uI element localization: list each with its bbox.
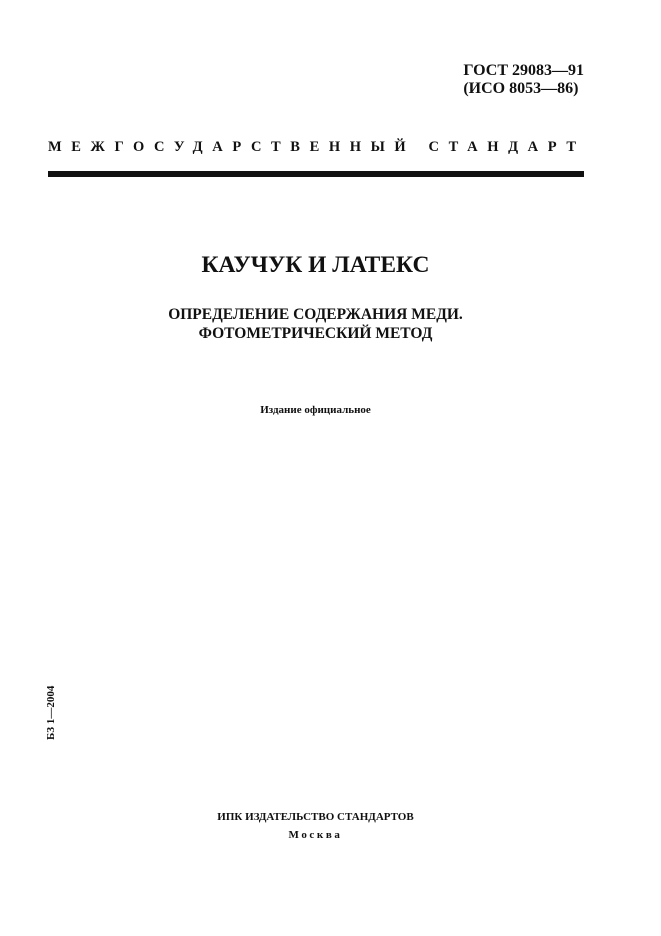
document-title: КАУЧУК И ЛАТЕКС [201,252,430,278]
subtitle-line-1: ОПРЕДЕЛЕНИЕ СОДЕРЖАНИЯ МЕДИ. [168,306,463,323]
edition-note: Издание официальное [260,404,371,416]
side-code: БЗ 1—2004 [45,685,57,740]
publisher-block [0,808,631,844]
standard-codes [463,62,584,98]
publisher-city: Москва [288,829,343,841]
subtitle-line-2: ФОТОМЕТРИЧЕСКИЙ МЕТОД [198,325,433,342]
iso-number: (ИСО 8053—86) [463,80,579,97]
publisher-name: ИПК ИЗДАТЕЛЬСТВО СТАНДАРТОВ [217,811,414,823]
header-rule [48,171,584,177]
interstate-standard-label: МЕЖГОСУДАРСТВЕННЫЙ СТАНДАРТ [48,139,586,155]
document-subtitle [0,305,631,343]
standard-number: ГОСТ 29083—91 [463,62,584,79]
